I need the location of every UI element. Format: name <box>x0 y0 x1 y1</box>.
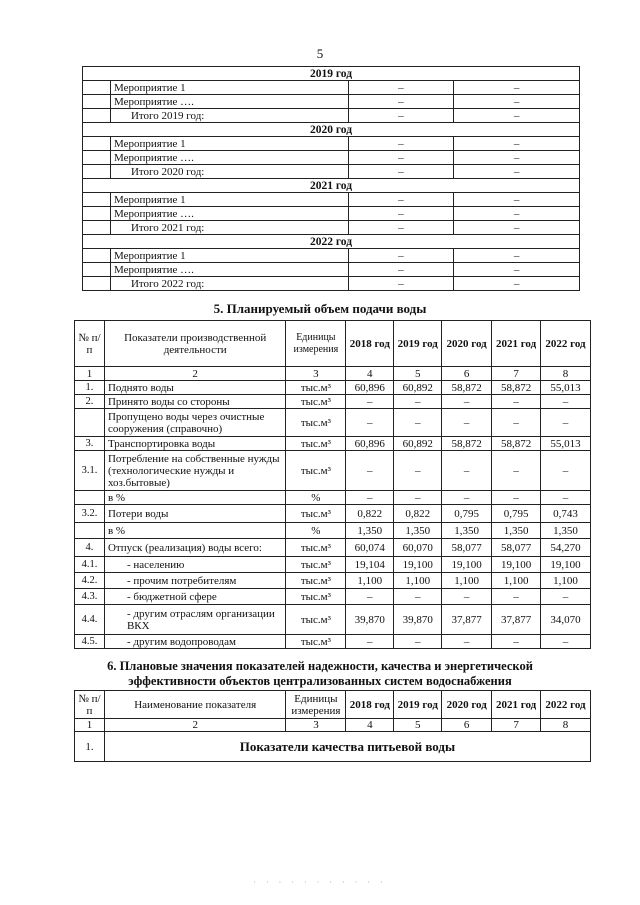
col-number: 6 <box>442 719 492 732</box>
event-label: Итого 2020 год: <box>110 165 348 179</box>
row-num: 3.1. <box>75 451 105 491</box>
row-value: 1,100 <box>492 573 541 589</box>
col-number: 5 <box>394 719 442 732</box>
event-row <box>83 221 580 235</box>
table-row <box>75 539 591 557</box>
row-value: 1,350 <box>346 523 394 539</box>
row-value: – <box>394 589 442 605</box>
event-label: Мероприятие 1 <box>110 81 348 95</box>
col-number: 5 <box>394 367 442 381</box>
year-heading: 2022 год <box>83 235 580 249</box>
row-unit: тыс.м³ <box>286 381 346 395</box>
row-value: – <box>346 451 394 491</box>
event-value: – <box>348 263 454 277</box>
row-value: – <box>492 409 541 437</box>
row-label: - другим водопроводам <box>104 635 285 649</box>
event-value: – <box>348 109 454 123</box>
row-value: 37,877 <box>442 605 492 635</box>
event-row <box>83 277 580 291</box>
table-row <box>75 589 591 605</box>
event-value: – <box>454 137 580 151</box>
water-supply-table <box>74 320 591 649</box>
row-value: 60,896 <box>346 381 394 395</box>
event-label: Мероприятие 1 <box>110 193 348 207</box>
row-value: 60,896 <box>346 437 394 451</box>
header-year-2018: 2018 год <box>346 321 394 367</box>
row-value: – <box>346 491 394 505</box>
event-row <box>83 137 580 151</box>
header-year-2019: 2019 год <box>394 321 442 367</box>
row-value: 1,350 <box>442 523 492 539</box>
row-num <box>75 491 105 505</box>
indent-cell <box>83 263 111 277</box>
row-num: 4. <box>75 539 105 557</box>
row-value: 0,795 <box>492 505 541 523</box>
year-row <box>83 67 580 81</box>
row-label: Потери воды <box>104 505 285 523</box>
header-year-2022: 2022 год <box>541 691 591 719</box>
row-value: – <box>541 409 591 437</box>
header-num: № п/п <box>75 321 105 367</box>
row-label: Принято воды со стороны <box>104 395 285 409</box>
year-row <box>83 179 580 193</box>
header-year-2022: 2022 год <box>541 321 591 367</box>
table-row <box>75 635 591 649</box>
row-value: 58,872 <box>492 437 541 451</box>
header-year-2021: 2021 год <box>492 691 541 719</box>
table-row <box>75 395 591 409</box>
indent-cell <box>83 249 111 263</box>
row-value: – <box>394 409 442 437</box>
event-value: – <box>348 165 454 179</box>
indent-cell <box>83 151 111 165</box>
section-6-title-line2: эффективности объектов централизованных систем водоснабжения <box>128 674 512 688</box>
row-value: – <box>442 491 492 505</box>
event-value: – <box>454 263 580 277</box>
table-row <box>75 557 591 573</box>
indent-cell <box>83 165 111 179</box>
row-label: в % <box>104 491 285 505</box>
event-value: – <box>454 109 580 123</box>
row-label: - бюджетной сфере <box>104 589 285 605</box>
table-row <box>75 437 591 451</box>
table-row <box>75 523 591 539</box>
row-value: – <box>442 395 492 409</box>
row-value: 60,074 <box>346 539 394 557</box>
section-5-title: 5. Планируемый объем подачи воды <box>213 301 427 316</box>
row-value: 60,070 <box>394 539 442 557</box>
page-number: 5 <box>316 46 324 61</box>
event-value: – <box>454 193 580 207</box>
col-number: 2 <box>104 719 286 732</box>
row-unit: тыс.м³ <box>286 395 346 409</box>
col-number: 7 <box>492 719 541 732</box>
reliability-table <box>74 690 591 762</box>
row-unit: тыс.м³ <box>286 605 346 635</box>
event-value: – <box>348 249 454 263</box>
row-value: 34,070 <box>541 605 591 635</box>
row-value: 19,104 <box>346 557 394 573</box>
header-unit: Единицы измерения <box>286 691 346 719</box>
row-num: 4.4. <box>75 605 105 635</box>
col-number: 4 <box>346 367 394 381</box>
row-value: – <box>492 451 541 491</box>
section-heading-drinking-water-quality: Показатели качества питьевой воды <box>104 732 590 762</box>
header-num: № п/п <box>75 691 105 719</box>
row-unit: тыс.м³ <box>286 437 346 451</box>
table-row <box>75 491 591 505</box>
row-num: 3. <box>75 437 105 451</box>
row-num: 4.2. <box>75 573 105 589</box>
indent-cell <box>83 137 111 151</box>
row-value: 1,100 <box>442 573 492 589</box>
event-value: – <box>454 207 580 221</box>
indent-cell <box>83 81 111 95</box>
event-value: – <box>348 277 454 291</box>
row-value: – <box>394 395 442 409</box>
header-indicator: Показатели производственной деятельности <box>104 321 285 367</box>
row-num <box>75 409 105 437</box>
event-row <box>83 193 580 207</box>
event-value: – <box>348 221 454 235</box>
event-value: – <box>454 81 580 95</box>
row-value: – <box>346 395 394 409</box>
row-value: 58,872 <box>442 381 492 395</box>
event-label: Мероприятие …. <box>110 95 348 109</box>
indent-cell <box>83 193 111 207</box>
row-value: – <box>442 409 492 437</box>
row-value: 55,013 <box>541 437 591 451</box>
row-value: 1,350 <box>541 523 591 539</box>
row-value: 58,872 <box>442 437 492 451</box>
col-number: 4 <box>346 719 394 732</box>
row-value: 58,077 <box>442 539 492 557</box>
row-value: 1,350 <box>492 523 541 539</box>
header-unit: Единицы измерения <box>286 321 346 367</box>
table-row <box>75 409 591 437</box>
row-num: 2. <box>75 395 105 409</box>
event-value: – <box>454 165 580 179</box>
col-number: 3 <box>286 367 346 381</box>
table-row <box>75 451 591 491</box>
row-value: – <box>346 589 394 605</box>
event-value: – <box>454 249 580 263</box>
event-value: – <box>348 137 454 151</box>
row-num: 1. <box>75 732 105 762</box>
row-value: 60,892 <box>394 437 442 451</box>
row-value: 0,743 <box>541 505 591 523</box>
row-label: Транспортировка воды <box>104 437 285 451</box>
event-value: – <box>348 95 454 109</box>
row-label: Потребление на собственные нужды (технологические нужды и хоз.бытовые) <box>104 451 285 491</box>
event-row <box>83 165 580 179</box>
row-value: – <box>541 491 591 505</box>
event-label: Мероприятие 1 <box>110 249 348 263</box>
header-indicator: Наименование показателя <box>104 691 286 719</box>
row-num: 3.2. <box>75 505 105 523</box>
row-value: 0,822 <box>394 505 442 523</box>
col-number: 1 <box>75 719 105 732</box>
row-unit: тыс.м³ <box>286 451 346 491</box>
row-value: – <box>492 491 541 505</box>
row-num: 4.5. <box>75 635 105 649</box>
event-row <box>83 95 580 109</box>
row-value: – <box>541 395 591 409</box>
section-6-title <box>0 659 640 689</box>
event-label: Итого 2019 год: <box>110 109 348 123</box>
event-row <box>83 263 580 277</box>
row-value: 55,013 <box>541 381 591 395</box>
row-unit: тыс.м³ <box>286 409 346 437</box>
event-row <box>83 151 580 165</box>
row-value: – <box>541 451 591 491</box>
year-heading: 2019 год <box>83 67 580 81</box>
row-num: 4.1. <box>75 557 105 573</box>
row-value: 0,822 <box>346 505 394 523</box>
year-heading: 2021 год <box>83 179 580 193</box>
row-value: – <box>492 589 541 605</box>
event-label: Итого 2021 год: <box>110 221 348 235</box>
event-label: Итого 2022 год: <box>110 277 348 291</box>
event-value: – <box>348 193 454 207</box>
row-value: – <box>442 635 492 649</box>
event-value: – <box>454 221 580 235</box>
table-row <box>75 573 591 589</box>
row-value: 19,100 <box>492 557 541 573</box>
event-row <box>83 207 580 221</box>
row-value: – <box>492 395 541 409</box>
header-year-2019: 2019 год <box>394 691 442 719</box>
row-value: – <box>394 491 442 505</box>
row-value: – <box>442 589 492 605</box>
scan-artifact: · · · · · · · · · · · <box>253 878 387 887</box>
section-6-title-line1: 6. Плановые значения показателей надежности, качества и энергетической <box>107 659 533 673</box>
event-row <box>83 249 580 263</box>
events-table <box>82 66 580 291</box>
row-num: 1. <box>75 381 105 395</box>
event-value: – <box>348 81 454 95</box>
header-year-2018: 2018 год <box>346 691 394 719</box>
event-label: Мероприятие 1 <box>110 137 348 151</box>
header-year-2020: 2020 год <box>442 691 492 719</box>
col-number: 3 <box>286 719 346 732</box>
row-value: – <box>541 589 591 605</box>
row-value: 1,100 <box>346 573 394 589</box>
event-label: Мероприятие …. <box>110 207 348 221</box>
row-unit: тыс.м³ <box>286 557 346 573</box>
row-unit: тыс.м³ <box>286 635 346 649</box>
row-value: 0,795 <box>442 505 492 523</box>
col-number: 6 <box>442 367 492 381</box>
event-value: – <box>348 207 454 221</box>
row-label: в % <box>104 523 285 539</box>
row-label: Отпуск (реализация) воды всего: <box>104 539 285 557</box>
indent-cell <box>83 95 111 109</box>
row-value: 19,100 <box>394 557 442 573</box>
row-value: 1,100 <box>394 573 442 589</box>
table-row <box>75 505 591 523</box>
row-num: 4.3. <box>75 589 105 605</box>
row-label: Поднято воды <box>104 381 285 395</box>
row-unit: тыс.м³ <box>286 573 346 589</box>
header-year-2021: 2021 год <box>492 321 541 367</box>
event-row <box>83 109 580 123</box>
year-heading: 2020 год <box>83 123 580 137</box>
event-value: – <box>454 95 580 109</box>
col-number: 2 <box>104 367 285 381</box>
row-unit: % <box>286 491 346 505</box>
indent-cell <box>83 277 111 291</box>
row-value: 39,870 <box>394 605 442 635</box>
col-number: 8 <box>541 367 591 381</box>
row-value: 37,877 <box>492 605 541 635</box>
row-value: 1,100 <box>541 573 591 589</box>
row-label: Пропущено воды через очистные сооружения (справочно) <box>104 409 285 437</box>
indent-cell <box>83 221 111 235</box>
row-value: – <box>346 409 394 437</box>
row-value: 1,350 <box>394 523 442 539</box>
event-value: – <box>348 151 454 165</box>
col-number: 7 <box>492 367 541 381</box>
row-unit: тыс.м³ <box>286 539 346 557</box>
row-value: 54,270 <box>541 539 591 557</box>
row-value: 60,892 <box>394 381 442 395</box>
header-year-2020: 2020 год <box>442 321 492 367</box>
row-value: 58,077 <box>492 539 541 557</box>
row-num <box>75 523 105 539</box>
row-label: - населению <box>104 557 285 573</box>
year-row <box>83 123 580 137</box>
event-row <box>83 81 580 95</box>
event-label: Мероприятие …. <box>110 151 348 165</box>
row-value: – <box>442 451 492 491</box>
row-value: – <box>492 635 541 649</box>
row-label: - прочим потребителям <box>104 573 285 589</box>
col-number: 1 <box>75 367 105 381</box>
row-unit: тыс.м³ <box>286 589 346 605</box>
row-label: - другим отраслям организации ВКХ <box>104 605 285 635</box>
table-row <box>75 381 591 395</box>
row-value: 58,872 <box>492 381 541 395</box>
row-value: – <box>346 635 394 649</box>
row-value: 19,100 <box>442 557 492 573</box>
table-row <box>75 605 591 635</box>
indent-cell <box>83 207 111 221</box>
event-label: Мероприятие …. <box>110 263 348 277</box>
row-value: – <box>394 635 442 649</box>
row-value: 19,100 <box>541 557 591 573</box>
row-value: – <box>394 451 442 491</box>
event-value: – <box>454 151 580 165</box>
year-row <box>83 235 580 249</box>
row-value: 39,870 <box>346 605 394 635</box>
row-unit: % <box>286 523 346 539</box>
col-number: 8 <box>541 719 591 732</box>
row-unit: тыс.м³ <box>286 505 346 523</box>
row-value: – <box>541 635 591 649</box>
indent-cell <box>83 109 111 123</box>
event-value: – <box>454 277 580 291</box>
